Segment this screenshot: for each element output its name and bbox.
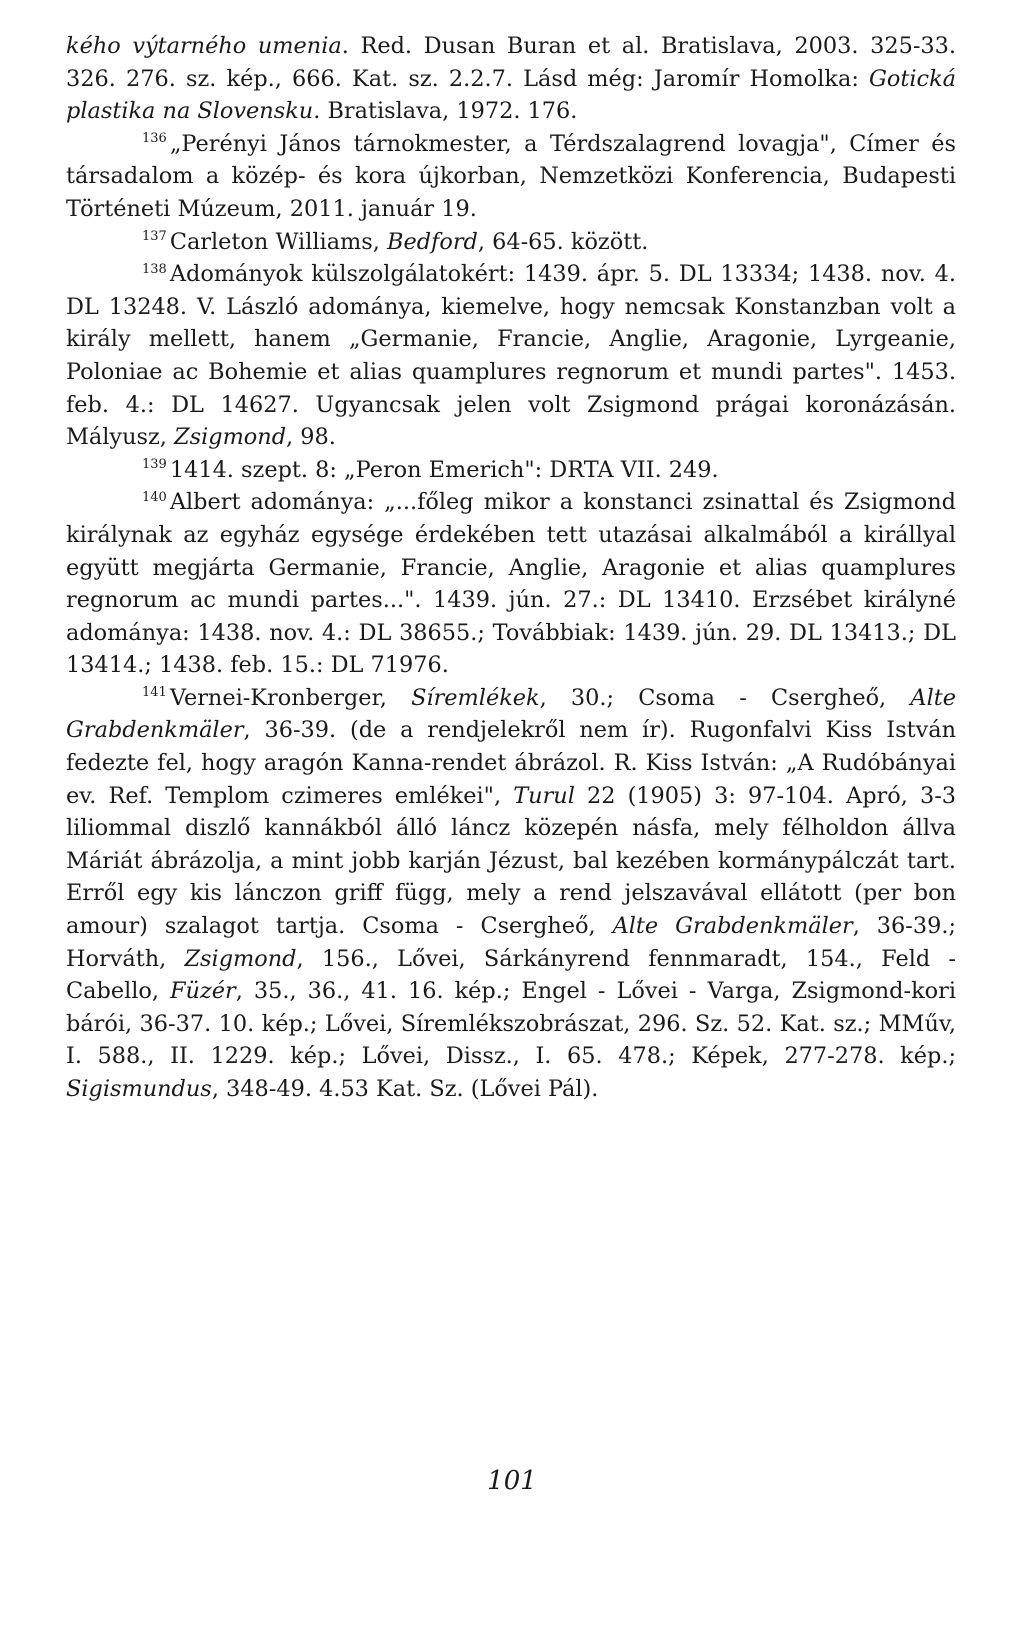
footnote-continuation [66,30,956,128]
footnote-text: , 98. [286,424,336,451]
footnote-138 [66,258,956,454]
footnote-text: „Perényi János tárnokmester, a Térdszalagrend lovagja", Címer és társadalom a közép- és kora újkorban, Nemzetközi Konferencia, Budapesti Történeti Múzeum, 2011. január 19. [66,130,956,222]
footnote-text: , 348-49. 4.53 Kat. Sz. (Lővei Pál). [211,1076,599,1102]
footnote-text: , 35., 36., 41. 16. kép.; Engel - Lővei - Varga, Zsigmond-kori bárói, 36-37. 10. kép.; Lővei, Síremlékszobrászat, 296. Sz. 52. Kat. sz.; MMűv, I. 588., II. 1229. kép.; Lővei, Dissz., I. 65. 478.; Képek, 277-278. kép.; [66,978,956,1070]
italic-title: Alte Grabdenkmäler [612,913,853,940]
italic-title: Füzér [170,978,236,1005]
footnote-137 [66,226,956,259]
footnote-number: 141 [142,685,167,701]
footnote-text: , 64-65. között. [477,228,649,255]
footnote-number: 139 [142,457,167,473]
footnote-text: , 156., Lővei, Sárkányrend fennmaradt, 154., Feld - Cabello, [66,945,956,1005]
footnote-text: Adományok külszolgálatokért: 1439. ápr. 5. DL 13334; 1438. nov. 4. DL 13248. V. László adománya, kiemelve, hogy nemcsak Konstanzban volt a király mellett, hanem „Germanie, Francie, Anglie, Aragonie, Lyrgeanie, Poloniae ac Bohemie et alias quamplures regnorum et mundi partes". 1453. feb. 4.: DL 14627. Ugyancsak jelen volt Zsigmond prágai koronázásán. Mályusz, [66,261,956,451]
footnote-141 [66,682,956,1106]
italic-title: Sigismundus [66,1076,212,1102]
footnote-139 [66,454,956,487]
italic-title: Bedford [387,228,478,255]
footnote-number: 137 [142,229,167,245]
footnote-text: , 36-39.; Horváth, [66,913,956,972]
footnote-number: 136 [142,131,167,147]
footnote-number: 138 [142,261,167,277]
footnote-text: . Red. Dusan Buran et al. Bratislava, 2003. 325-33. 326. 276. sz. kép., 666. Kat. sz. 2.2.7. Lásd még: Jaromír Homolka: [66,33,956,92]
footnote-text: Vernei-Kronberger, [169,684,412,711]
footnote-text: Albert adománya: „...főleg mikor a konstanci zsinattal és Zsigmond királynak az egyház egysége érdekében tett utazásai alkalmából a királlyal együtt megjárta Germanie, Francie, Anglie, Aragonie et alias quamplures regnorum ac mundi partes...". 1439. jún. 27.: DL 13410. Erzsébet királyné adománya: 1438. nov. 4.: DL 38655.; Továbbiak: 1439. jún. 29. DL 13413.; DL 13414.; 1438. feb. 15.: DL 71976. [66,489,956,679]
footnote-text: 1414. szept. 8: „Peron Emerich": DRTA VII. 249. [169,456,719,483]
footnotes-block [66,30,956,1106]
footnote-140 [66,486,956,682]
italic-title: kého výtarného umenia [66,33,342,59]
footnote-number: 140 [142,489,167,505]
italic-title: Alte Grabdenkmäler [66,684,956,744]
footnote-text: 22 (1905) 3: 97-104. Apró, 3-3 liliommal diszlő kannákból álló láncz közepén násfa, mely félholdon állva Máriát ábrázolja, a mint jobb karján Jézust, bal kezében kormánypálczát tart. Erről egy kis lánczon griff függ, mely a rend jelszavával ellátott (per bon amour) szalagot tartja. Csoma - Csergheő, [66,782,957,940]
footnote-136 [66,128,956,226]
footnote-text: Carleton Williams, [169,228,388,255]
page-number: 101 [487,1466,537,1496]
italic-title: Zsigmond [174,424,287,451]
footnote-text: . Bratislava, 1972. 176. [313,98,578,125]
italic-title: Gotická plastika na Slovensku [66,65,956,125]
italic-title: Zsigmond [184,945,297,972]
footnote-text: , 36-39. (de a rendjelekről nem ír). Rugonfalvi Kiss István fedezte fel, hogy aragón Kanna-rendet ábrázol. R. Kiss István: „A Rudóbányai ev. Ref. Templom czimeres emlékei", [66,717,956,809]
italic-title: Síremlékek [411,684,540,711]
italic-title: Turul [513,782,575,809]
footnote-text: , 30.; Csoma - Csergheő, [539,684,911,711]
